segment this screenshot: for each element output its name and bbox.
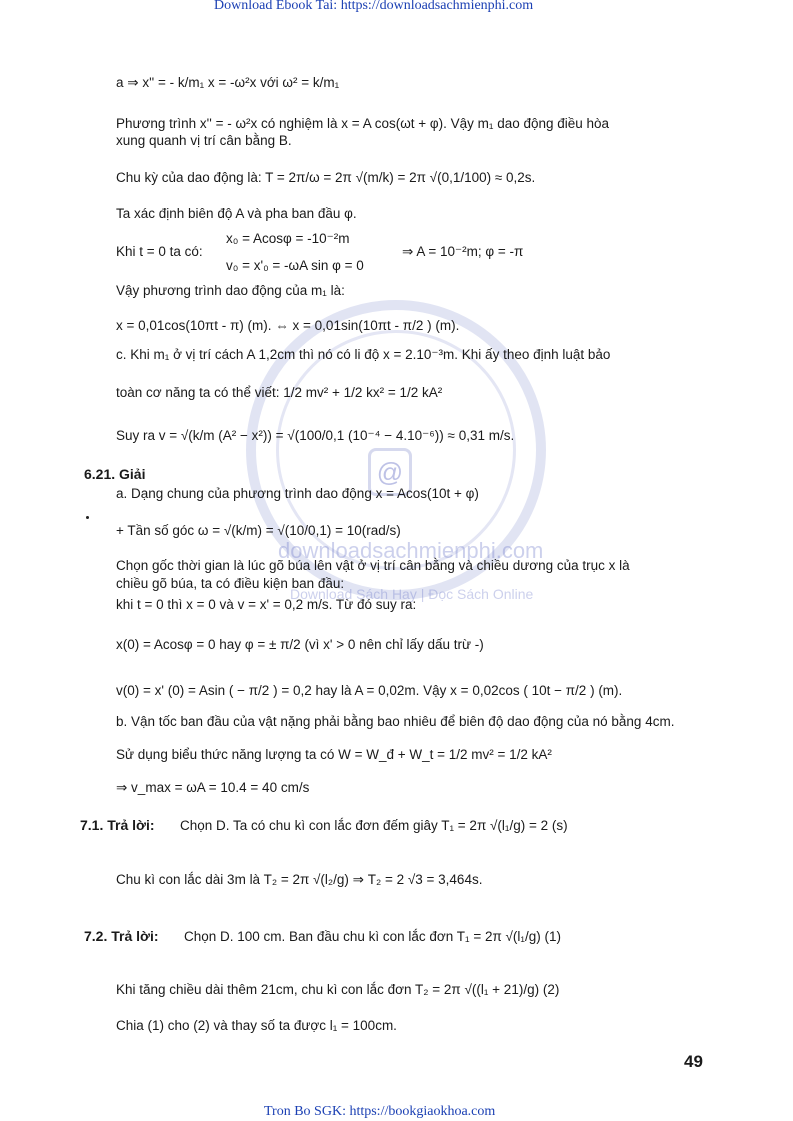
heading-7-2: 7.2. Trả lời: [84,928,159,944]
text-line: Chọn gốc thời gian là lúc gõ búa lên vật ở vị trí cân bằng và chiều dương của trục x là [116,558,630,573]
text-line: Khi tăng chiều dài thêm 21cm, chu kì con lắc đơn T₂ = 2π √((l₁ + 21)/g) (2) [116,982,560,997]
text-line: Chu kỳ của dao động là: T = 2π/ω = 2π √(m/k) = 2π √(0,1/100) ≈ 0,2s. [116,170,536,185]
text-line: ⇒ v_max = ωA = 10.4 = 40 cm/s [116,780,310,795]
text-line: + Tần số góc ω = √(k/m) = √(10/0,1) = 10(rad/s) [116,523,401,538]
text-line: Suy ra v = √(k/m (A² − x²)) = √(100/0,1 (10⁻⁴ − 4.10⁻⁶)) ≈ 0,31 m/s. [116,428,515,443]
text-line: khi t = 0 thì x = 0 và v = x' = 0,2 m/s. Từ đó suy ra: [116,597,417,612]
text-line: Vậy phương trình dao động của m₁ là: [116,283,345,298]
text-line: Chu kì con lắc dài 3m là T₂ = 2π √(l₂/g) ⇒ T₂ = 2 √3 = 3,464s. [116,872,483,887]
text-line: toàn cơ năng ta có thể viết: 1/2 mv² + 1/2 kx² = 1/2 kA² [116,385,443,400]
heading-7-1: 7.1. Trả lời: [80,817,155,833]
text-line: Chọn D. Ta có chu kì con lắc đơn đếm giây T₁ = 2π √(l₁/g) = 2 (s) [180,818,568,833]
text-line: x = 0,01cos(10πt - π) (m). ⇔ x = 0,01sin(10πt - π/2 ) (m). [116,318,460,333]
text-line: chiều gõ búa, ta có điều kiện ban đầu: [116,576,345,591]
text-line: Chọn D. 100 cm. Ban đầu chu kì con lắc đơn T₁ = 2π √(l₁/g) (1) [184,929,561,944]
text-line: a. Dạng chung của phương trình dao động x = Acos(10t + φ) [116,486,479,501]
text-line: x₀ = Acosφ = -10⁻²m [226,231,350,246]
text-line: xung quanh vị trí cân bằng B. [116,133,292,148]
text-line: x(0) = Acosφ = 0 hay φ = ± π/2 (vì x' > 0 nên chỉ lấy dấu trừ -) [116,637,484,652]
watermark-book-icon: @ [368,448,412,496]
text-line: ⇒ A = 10⁻²m; φ = -π [402,244,524,259]
text-line: Khi t = 0 ta có: [116,244,203,259]
text-line: v₀ = x'₀ = -ωA sin φ = 0 [226,258,364,273]
heading-6-21: 6.21. Giải [84,466,146,482]
bullet-dot [86,516,89,519]
text-line: Phương trình x'' = - ω²x có nghiệm là x = A cos(ωt + φ). Vậy m₁ dao động điều hòa [116,116,610,131]
text-line: b. Vận tốc ban đầu của vật nặng phải bằng bao nhiêu để biên độ dao động của nó bằng 4cm. [116,714,675,729]
text-line: Sử dụng biểu thức năng lượng ta có W = W_đ + W_t = 1/2 mv² = 1/2 kA² [116,747,552,762]
text-line: Ta xác định biên độ A và pha ban đầu φ. [116,206,357,221]
header-download-link[interactable]: Download Ebook Tai: https://downloadsachmienphi.com [214,0,534,13]
text-line: Chia (1) cho (2) và thay số ta được l₁ = 100cm. [116,1018,397,1033]
page-number: 49 [684,1052,703,1071]
watermark-site: downloadsachmienphi.com [278,538,544,563]
watermark-tagline: Download Sách Hay | Đọc Sách Online [290,586,534,602]
text-line: v(0) = x' (0) = Asin ( − π/2 ) = 0,2 hay là A = 0,02m. Vậy x = 0,02cos ( 10t − π/2 ) (m). [116,683,623,698]
text-line: a ⇒ x'' = - k/m₁ x = -ω²x với ω² = k/m₁ [116,75,340,90]
text-line: c. Khi m₁ ở vị trí cách A 1,2cm thì nó có li độ x = 2.10⁻³m. Khi ấy theo định luật bảo [116,347,611,362]
footer-sgk-link[interactable]: Tron Bo SGK: https://bookgiaokhoa.com [264,1104,496,1119]
